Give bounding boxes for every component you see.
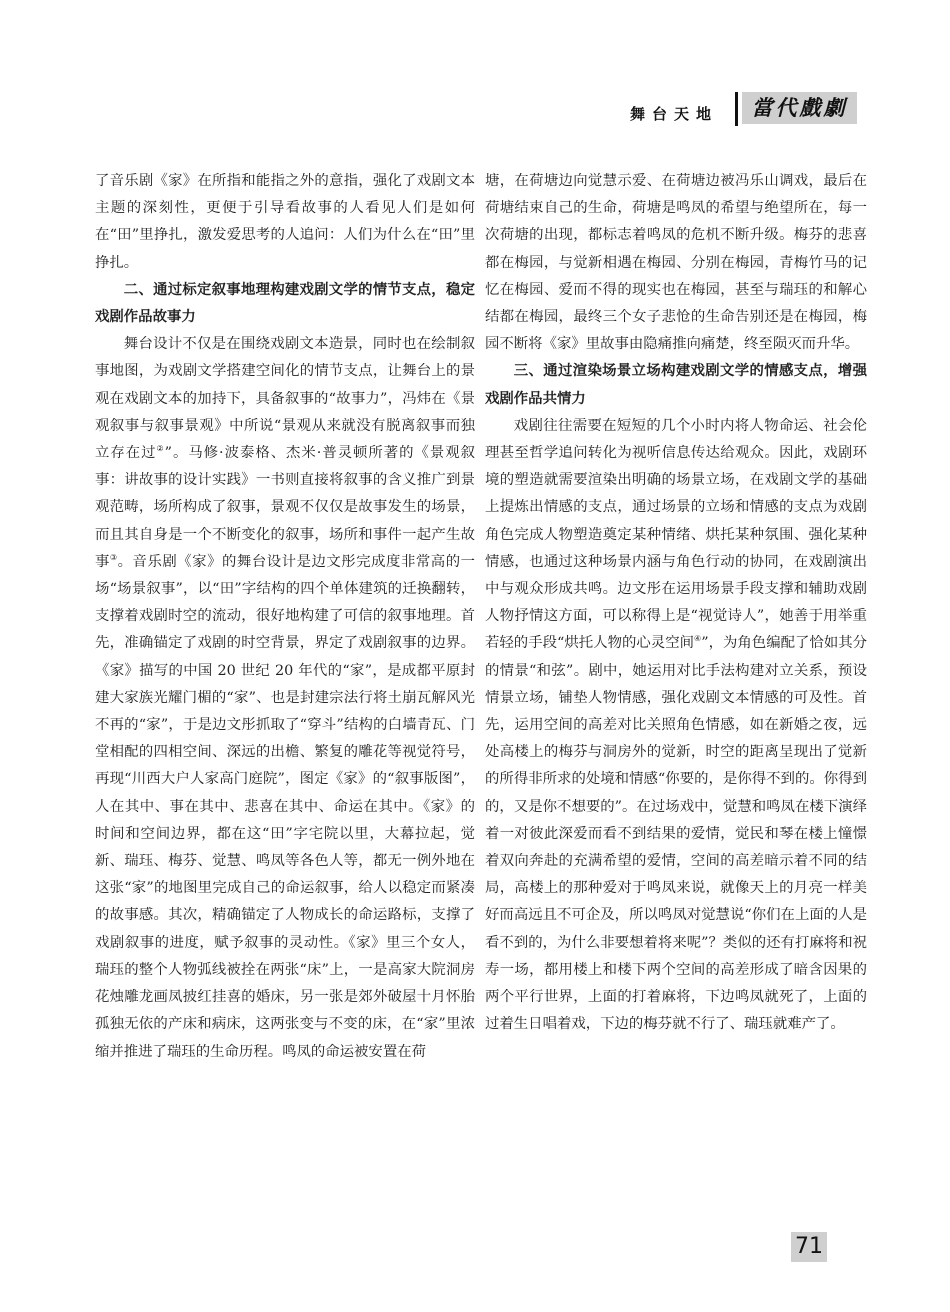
paragraph-text: 舞台设计不仅是在围绕戏剧文本造景，同时也在绘制叙事地图，为戏剧文学搭建空间化的情节支点，让舞台上的景观在戏剧文本的加持下，具备叙事的“故事力”，冯炜在《景观叙事与叙事景观》中所说“景观从来就没有脱离叙事而独立存在过: [95, 336, 475, 462]
paragraph: 了音乐剧《家》在所指和能指之外的意指，强化了戏剧文本主题的深刻性，更便于引导看故事的人看见人们是如何在“田”里挣扎，激发爱思考的人追问：人们为什么在“田”里挣扎。: [95, 173, 475, 271]
header-section-title: 舞台天地: [630, 105, 719, 123]
left-column: [95, 168, 475, 1066]
paragraph: [95, 331, 475, 1065]
footnote-marker: ②: [156, 444, 165, 454]
header-divider: [735, 92, 738, 126]
footnote-marker: ③: [109, 553, 118, 563]
page-number: 71: [791, 1232, 827, 1262]
paragraph: 塘，在荷塘边向觉慧示爱、在荷塘边被冯乐山调戏，最后在荷塘结束自己的生命，荷塘是鸣凤的希望与绝望所在，每一次荷塘的出现，都标志着鸣凤的危机不断升级。梅芬的悲喜都在梅园，与觉新相遇在梅园、分别在梅园，青梅竹马的记忆在梅园、爱而不得的现实也在梅园，甚至与瑞珏的和解心结都在梅园，最终三个女子悲怆的生命告别还是在梅园，梅园不断将《家》里故事由隐痛推向痛楚，终至陨灭而升华。: [485, 173, 867, 353]
section-heading-text: 三、通过渲染场景立场构建戏剧文学的情感支点，增强戏剧作品共情力: [485, 363, 867, 407]
magazine-logo: 當代戲劇: [742, 92, 857, 124]
paragraph-text: ”，为角色编配了恰如其分的情景“和弦”。剧中，她运用对比手法构建对立关系，预设情景立场，铺垫人物情感，强化戏剧文本情感的可及性。首先，运用空间的高差对比关照角色情感，如在新婚之夜，远处高楼上的梅芬与洞房外的觉新，时空的距离呈现出了觉新的所得非所求的处境和情感“你要的，是你得不到的。你得到的，又是你不想要的”。在过场戏中，觉慧和鸣凤在楼下演绎着一对彼此深爱而看不到结果的爱情，觉民和琴在楼上憧憬着双向奔赴的充满希望的爱情，空间的高差暗示着不同的结局，高楼上的那种爱对于鸣凤来说，就像天上的月亮一样美好而高远且不可企及，所以鸣凤对觉慧说“你们在上面的人是看不到的，为什么非要想着将来呢”？类似的还有打麻将和祝寿一场，都用楼上和楼下两个空间的高差形成了暗含因果的两个平行世界，上面的打着麻将，下边鸣凤就死了，上面的过着生日唱着戏，下边的梅芬就不行了、瑞珏就难产了。: [485, 635, 868, 1033]
paragraph-text: 戏剧往往需要在短短的几个小时内将人物命运、社会伦理甚至哲学追问转化为视听信息传达给观众。因此，戏剧环境的塑造就需要渲染出明确的场景立场，在戏剧文学的基础上提炼出情感的支点，通过场景的立场和情感的支点为戏剧角色完成人物塑造奠定某种情绪、烘托某种氛围、强化某种情感，也通过这种场景内涵与角色行动的协同，在戏剧演出中与观众形成共鸣。边文彤在运用场景手段支撑和辅助戏剧人物抒情这方面，可以称得上是“视觉诗人”，她善于用举重若轻的手段“烘托人物的心灵空间: [485, 417, 867, 652]
section-heading-2: [95, 277, 475, 331]
right-column: [485, 168, 867, 1039]
paragraph-text: ”。马修·波泰格、杰米·普灵顿所著的《景观叙事：讲故事的设计实践》一书则直接将叙事的含义推广到景观范畴，场所构成了叙事，景观不仅仅是故事发生的场景，而且其自身是一个不断变化的叙事，场所和事件一起产生故事: [95, 445, 475, 570]
section-heading-text: 二、通过标定叙事地理构建戏剧文学的情节支点，稳定戏剧作品故事力: [95, 281, 475, 326]
paragraph-text: 。音乐剧《家》的舞台设计是边文彤完成度非常高的一场“场景叙事”，以“田”字结构的四个单体建筑的迁换翻转，支撑着戏剧时空的流动，很好地构建了可信的叙事地理。首先，准确锚定了戏剧的时空背景，界定了戏剧叙事的边界。《家》描写的中国 20 世纪 20 年代的“家”，是成都平原封建大家族光耀门楣的“家”、也是封建宗法行将土崩瓦解风光不再的“家”，于是边文彤抓取了“穿斗”结构的白墙青瓦、门堂相配的四相空间、深远的出檐、繁复的雕花等视觉符号，再现“川西大户人家高门庭院”，图定《家》的“叙事版图”，人在其中、事在其中、悲喜在其中、命运在其中。《家》的时间和空间边界，都在这“田”字宅院以里，大幕拉起，觉新、瑞珏、梅芬、觉慧、鸣凤等各色人等，都无一例外地在这张“家”的地图里完成自己的命运叙事，给人以稳定而紧凑的故事感。其次，精确锚定了人物成长的命运路标，支撑了戏剧叙事的进度，赋予叙事的灵动性。《家》里三个女人，瑞珏的整个人物弧线被拴在两张“床”上，一是高家大院洞房花烛雕龙画凤披红挂喜的婚床，另一张是郊外破屋十月怀胎孤独无依的产床和病床，这两张变与不变的床，在“家”里浓缩并推进了瑞珏的生命历程。鸣凤的命运被安置在荷: [95, 553, 475, 1060]
section-heading-3: [485, 358, 867, 412]
footnote-marker: ④: [694, 634, 702, 644]
paragraph: [485, 413, 867, 1039]
